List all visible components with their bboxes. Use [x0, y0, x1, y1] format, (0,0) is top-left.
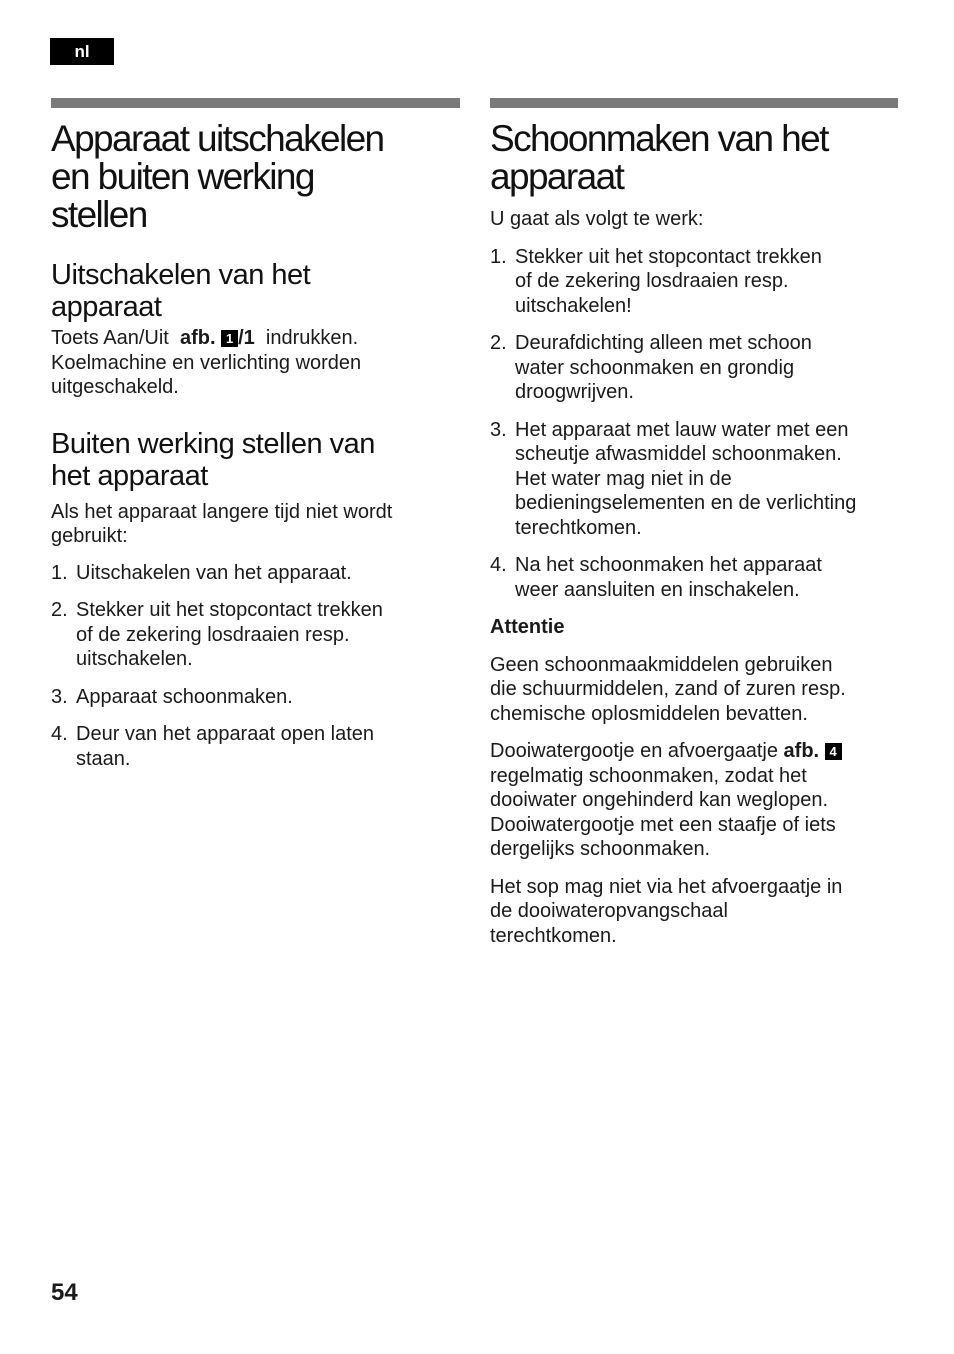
drain-paragraph [490, 739, 898, 862]
list-text: Deurafdichting alleen met schoon [515, 332, 812, 354]
list-text: Deur van het apparaat open laten [76, 723, 374, 745]
text-line: Het sop mag niet via het afvoergaatje in [490, 875, 843, 898]
list-text: droogwrijven. [515, 381, 634, 403]
list-text: Stekker uit het stopcontact trekken [515, 245, 822, 268]
out-of-service-steps [51, 561, 460, 772]
switch-off-paragraph [51, 326, 460, 400]
subheading-line: apparaat [51, 291, 162, 323]
cleaning-intro: U gaat als volgt te werk: [490, 208, 704, 230]
text-run: indrukken. [265, 327, 359, 349]
list-text: terechtkomen. [515, 516, 642, 539]
page-number: 54 [51, 1279, 78, 1306]
section-rule [490, 98, 898, 108]
list-text: water schoonmaken en grondig [515, 356, 795, 379]
list-text: Uitschakelen van het apparaat. [76, 561, 352, 584]
text-run: Toets Aan/Uit [51, 327, 169, 349]
list-text: bedieningselementen en de verlichting [515, 492, 857, 514]
list-item [51, 685, 460, 710]
attention-heading: Attentie [490, 616, 565, 638]
text-line: dergelijks schoonmaken. [490, 838, 711, 860]
list-text: Stekker uit het stopcontact trekken [76, 599, 383, 621]
list-number: 4. [490, 554, 507, 576]
figure-ref: afb. [783, 740, 820, 762]
list-number: 4. [51, 723, 68, 745]
figure-number-badge: 4 [825, 743, 842, 760]
subheading-switch-off [51, 259, 460, 323]
title-line: stellen [51, 194, 147, 235]
text-line: Als het apparaat langere tijd niet wordt [51, 500, 393, 523]
list-text: of de zekering losdraaien resp. [515, 270, 789, 292]
sop-paragraph [490, 875, 898, 949]
list-number: 1. [51, 561, 68, 584]
list-text: staan. [76, 747, 131, 770]
section-rule [51, 98, 460, 108]
list-text: Het apparaat met lauw water met een [515, 418, 849, 441]
list-text: Na het schoonmaken het apparaat [515, 554, 822, 576]
text-line: die schuurmiddelen, zand of zuren resp. [490, 678, 846, 700]
text-line: Koelmachine en verlichting worden [51, 351, 362, 374]
out-of-service-intro [51, 500, 460, 549]
cleaning-steps [490, 245, 898, 603]
text-line: chemische oplosmiddelen bevatten. [490, 702, 808, 725]
list-text: uitschakelen! [515, 294, 632, 317]
text-line: dooiwater ongehinderd kan weglopen. [490, 789, 829, 811]
list-text: Het water mag niet in de [515, 467, 732, 490]
list-item [490, 331, 898, 405]
list-text: weer aansluiten en inschakelen. [515, 578, 800, 601]
left-section-title [51, 120, 460, 234]
text-run: Dooiwatergootje en afvoergaatje [490, 740, 778, 762]
figure-item-ref: /1 [238, 327, 255, 349]
list-item [51, 598, 460, 672]
list-item [490, 245, 898, 319]
subheading-line: Buiten werking stellen van [51, 427, 375, 460]
text-line: regelmatig schoonmaken, zodat het [490, 764, 807, 787]
right-column [490, 98, 898, 948]
list-number: 3. [51, 685, 68, 708]
list-text: Apparaat schoonmaken. [76, 685, 293, 708]
text-line: Geen schoonmaakmiddelen gebruiken [490, 653, 833, 676]
list-number: 1. [490, 245, 507, 268]
title-line: Schoonmaken van het [490, 118, 828, 159]
text-line: de dooiwateropvangschaal [490, 900, 728, 922]
text-line: uitgeschakeld. [51, 376, 179, 398]
list-text: scheutje afwasmiddel schoonmaken. [515, 443, 842, 465]
subheading-line: Uitschakelen van het [51, 259, 311, 291]
list-number: 3. [490, 418, 507, 441]
right-section-title [490, 120, 898, 196]
figure-ref: afb. [179, 327, 216, 349]
left-column [51, 98, 460, 771]
title-line: en buiten werking [51, 156, 314, 197]
text-line: gebruikt: [51, 525, 128, 547]
attention-paragraph [490, 653, 898, 727]
list-item [51, 722, 460, 771]
language-tag: nl [50, 38, 114, 65]
list-item [51, 561, 460, 586]
text-line: Dooiwatergootje met een staafje of iets [490, 813, 836, 836]
list-text: of de zekering losdraaien resp. [76, 623, 350, 646]
list-number: 2. [51, 599, 68, 621]
list-number: 2. [490, 332, 507, 354]
text-line: terechtkomen. [490, 924, 617, 947]
figure-number-badge: 1 [221, 330, 238, 347]
title-line: apparaat [490, 156, 624, 197]
title-line: Apparaat uitschakelen [51, 118, 384, 159]
subheading-out-of-service [51, 428, 460, 492]
list-item [490, 553, 898, 602]
list-text: uitschakelen. [76, 648, 193, 670]
list-item [490, 418, 898, 541]
subheading-line: het apparaat [51, 459, 208, 492]
